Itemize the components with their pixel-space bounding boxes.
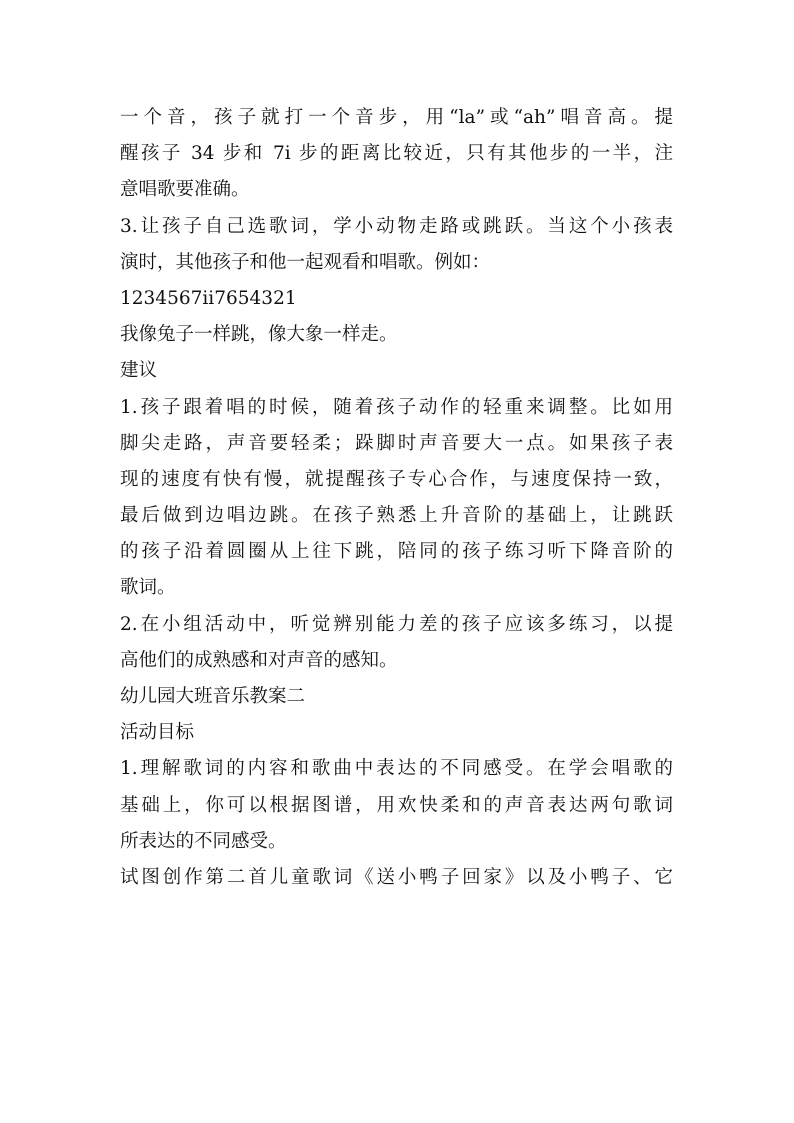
text-line: 3.让孩子自己选歌词，学小动物走路或跳跃。当这个小孩表 [120,215,673,237]
text-line: 1.理解歌词的内容和歌曲中表达的不同感受。在学会唱歌的 [120,758,673,780]
text-line: 2.在小组活动中，听觉辨别能力差的孩子应该多练习，以提 [120,613,673,635]
text-line: 演时，其他孩子和他一起观看和唱歌。例如： [120,251,491,273]
document-title: 幼儿园大班音乐教案二 [120,686,306,707]
text-line: 的孩子沿着圆圈从上往下跳，陪同的孩子练习听下降音阶的 [120,541,673,563]
text-line: 基础上，你可以根据图谱，用欢快柔和的声音表达两句歌词 [120,794,673,816]
text-line: 一个音，孩子就打一个音步，用“la”或“ah”唱音高。提 [120,107,673,128]
document-body [120,100,673,896]
text-line: 最后做到边唱边跳。在孩子熟悉上升音阶的基础上，让跳跃 [120,505,673,527]
text-line: 1234567ii7654321 [120,287,297,309]
text-line: 歌词。 [120,577,176,599]
section-heading: 活动目标 [120,722,195,744]
text-line: 高他们的成熟感和对声音的感知。 [120,649,398,671]
text-line: 意唱歌要准确。 [120,179,250,201]
text-line: 脚尖走路，声音要轻柔；跺脚时声音要大一点。如果孩子表 [120,432,673,454]
text-line: 我像兔子一样跳，像大象一样走。 [120,324,398,346]
text-line: 所表达的不同感受。 [120,830,287,852]
text-line: 醒孩子 34 步和 7i 步的距离比较近，只有其他步的一半，注 [120,143,673,165]
section-heading: 建议 [120,360,158,382]
text-line: 试图创作第二首儿童歌词《送小鸭子回家》以及小鸭子、它 [120,866,673,888]
text-line: 1.孩子跟着唱的时候，随着孩子动作的轻重来调整。比如用 [120,396,673,418]
text-line: 现的速度有快有慢，就提醒孩子专心合作，与速度保持一致， [120,468,673,490]
